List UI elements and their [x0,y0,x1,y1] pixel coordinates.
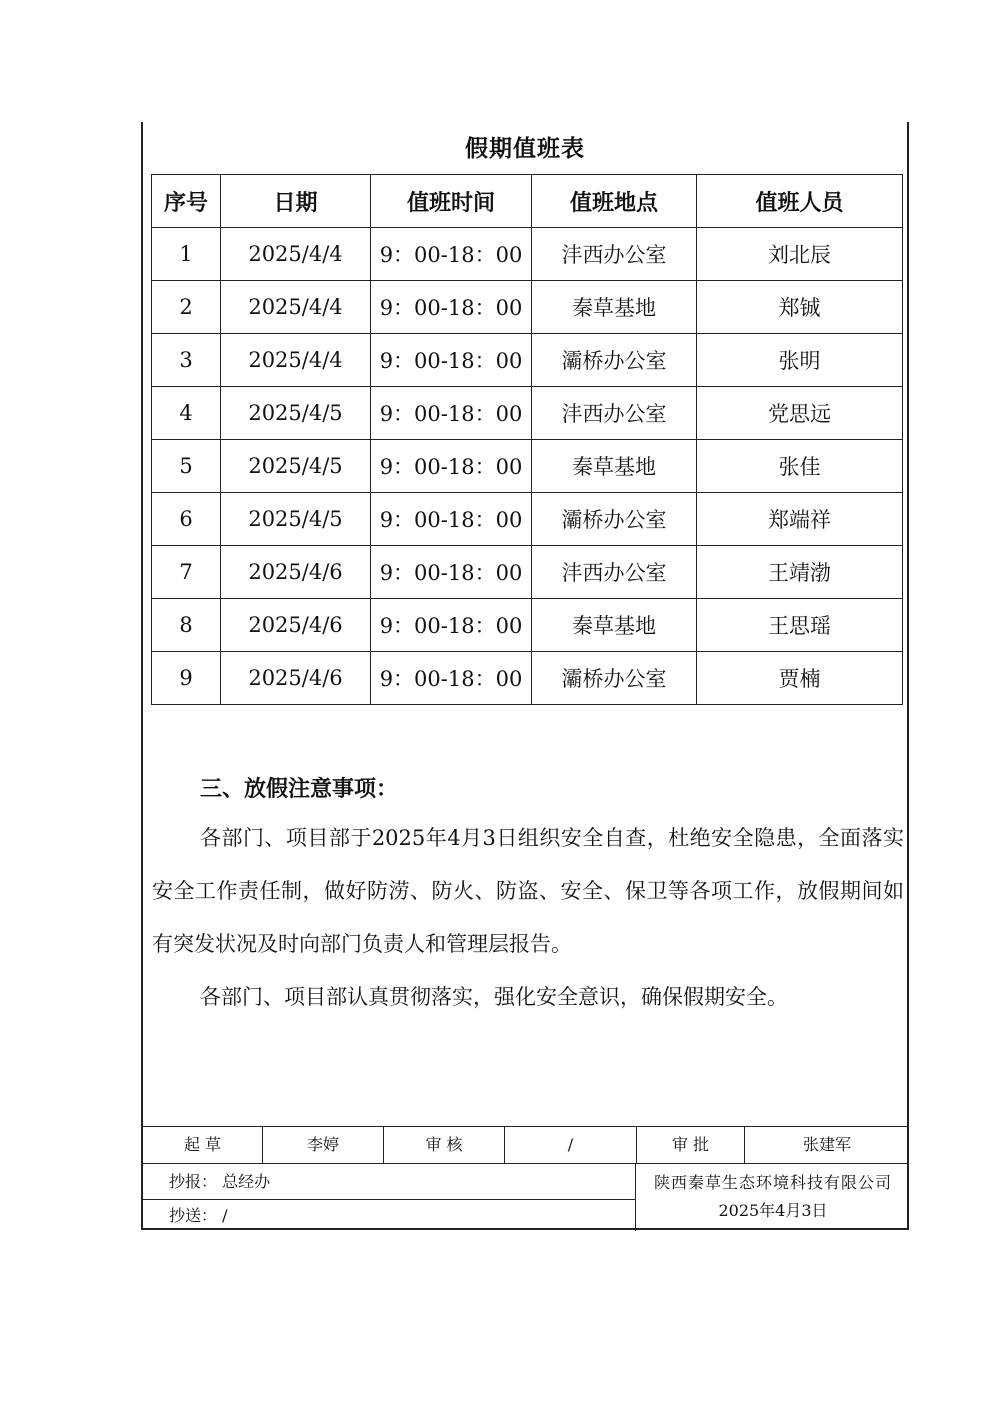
draft-label: 起 草 [143,1127,263,1163]
signoff-row [143,1127,909,1164]
cell-staff: 郑铖 [697,281,903,334]
notice-heading: 三、放假注意事项： [200,777,399,802]
issue-date: 2025年4月3日 [718,1201,828,1220]
table-row [152,228,903,281]
cell-time: 9：00-18：00 [371,546,532,599]
cell-index: 7 [152,546,221,599]
cell-staff: 王思瑶 [697,599,903,652]
table-title: 假期值班表 [465,136,585,162]
cell-date: 2025/4/6 [221,599,371,652]
cell-location: 秦草基地 [532,599,697,652]
cell-time: 9：00-18：00 [371,652,532,705]
header-staff: 值班人员 [697,175,903,228]
table-row [152,546,903,599]
cell-date: 2025/4/5 [221,387,371,440]
review-label: 审 核 [384,1127,505,1163]
header-location: 值班地点 [532,175,697,228]
cell-staff: 郑端祥 [697,493,903,546]
cell-staff: 张明 [697,334,903,387]
cell-location: 沣西办公室 [532,546,697,599]
approve-label: 审 批 [637,1127,745,1163]
distribution-block [143,1164,636,1231]
cell-staff: 贾楠 [697,652,903,705]
cell-index: 6 [152,493,221,546]
cell-date: 2025/4/4 [221,334,371,387]
cell-location: 灞桥办公室 [532,652,697,705]
cc-send: 抄送： / [169,1206,228,1225]
table-row [152,652,903,705]
cell-location: 灞桥办公室 [532,334,697,387]
cell-staff: 刘北辰 [697,228,903,281]
header-time: 值班时间 [371,175,532,228]
cell-index: 1 [152,228,221,281]
cell-staff: 党思远 [697,387,903,440]
header-date: 日期 [221,175,371,228]
cell-index: 4 [152,387,221,440]
review-value: / [505,1127,637,1163]
table-row [152,334,903,387]
cell-time: 9：00-18：00 [371,493,532,546]
cell-location: 沣西办公室 [532,387,697,440]
cell-staff: 王靖渤 [697,546,903,599]
notice-paragraph-1: 各部门、项目部于2025年4月3日组织安全自查，杜绝安全隐患，全面落实安全工作责任制，做好防涝、防火、防盗、安全、保卫等各项工作，放假期间如有突发状况及时向部门负责人和管理层报告。 [152,826,904,956]
cc-report: 抄报： 总经办 [143,1164,636,1200]
cell-time: 9：00-18：00 [371,440,532,493]
table-row [152,281,903,334]
cell-index: 2 [152,281,221,334]
cell-time: 9：00-18：00 [371,228,532,281]
issuer-block [637,1164,909,1231]
cell-index: 3 [152,334,221,387]
table-row [152,599,903,652]
cell-location: 沣西办公室 [532,228,697,281]
cell-time: 9：00-18：00 [371,599,532,652]
table-header-row [152,175,903,228]
footer-signoff [143,1126,909,1231]
header-index: 序号 [152,175,221,228]
cell-staff: 张佳 [697,440,903,493]
cell-date: 2025/4/5 [221,493,371,546]
cell-location: 灞桥办公室 [532,493,697,546]
notice-paragraph-2: 各部门、项目部认真贯彻落实，强化安全意识，确保假期安全。 [200,985,788,1009]
table-row [152,387,903,440]
cell-date: 2025/4/5 [221,440,371,493]
duty-table [151,174,903,705]
table-row [152,493,903,546]
cell-date: 2025/4/6 [221,546,371,599]
cell-time: 9：00-18：00 [371,334,532,387]
company-name: 陕西秦草生态环境科技有限公司 [653,1173,892,1192]
cell-location: 秦草基地 [532,281,697,334]
approve-value: 张建军 [802,1135,851,1154]
table-row [152,440,903,493]
draft-value: 李婷 [263,1127,384,1163]
cell-index: 5 [152,440,221,493]
cell-time: 9：00-18：00 [371,281,532,334]
cell-time: 9：00-18：00 [371,387,532,440]
cell-date: 2025/4/4 [221,281,371,334]
cell-location: 秦草基地 [532,440,697,493]
cell-date: 2025/4/6 [221,652,371,705]
cell-date: 2025/4/4 [221,228,371,281]
cell-index: 9 [152,652,221,705]
cell-index: 8 [152,599,221,652]
